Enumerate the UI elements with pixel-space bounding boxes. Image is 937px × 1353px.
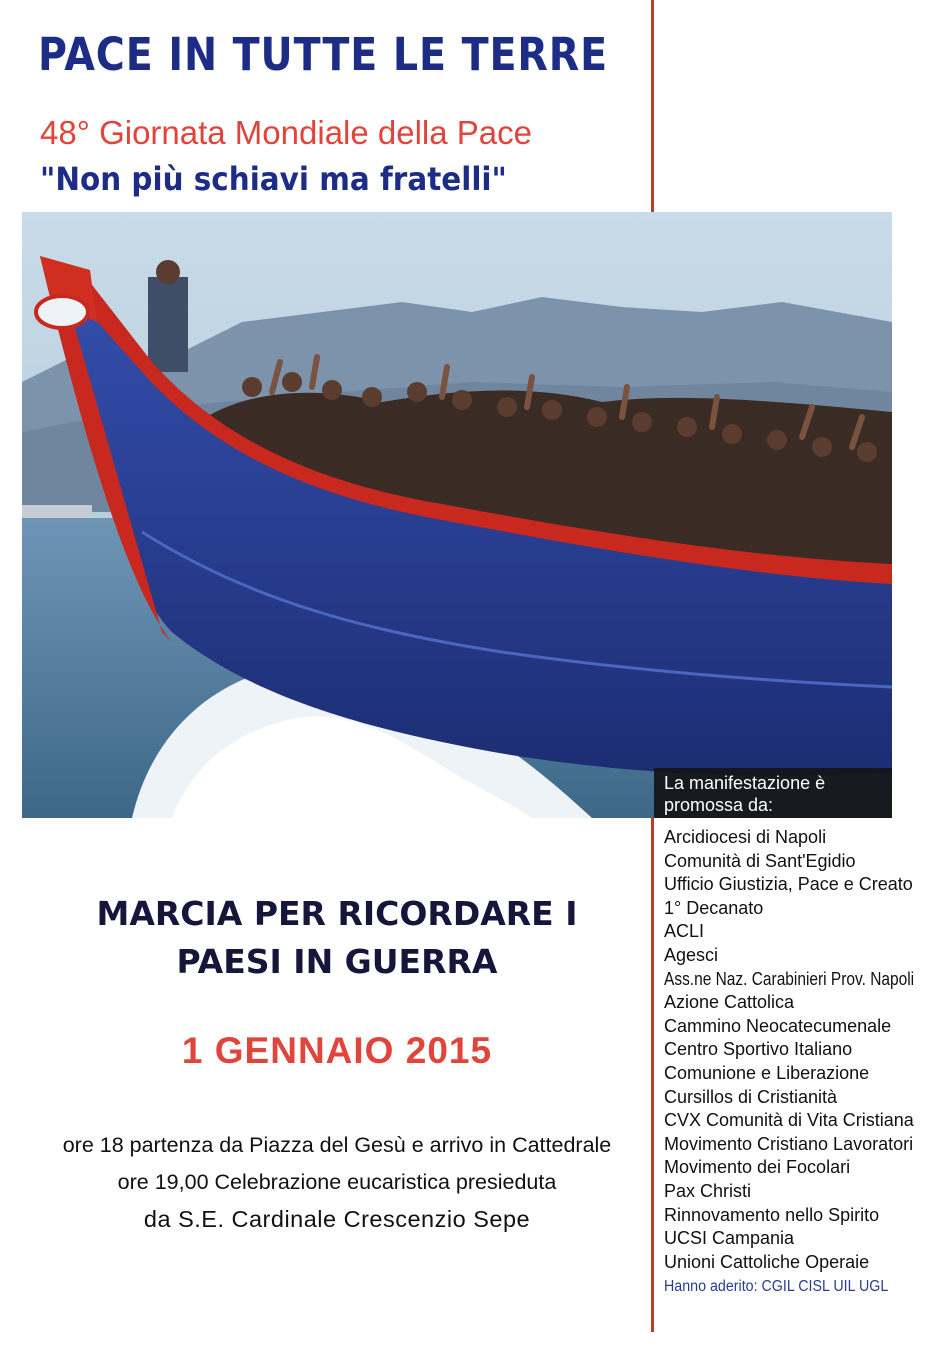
march-heading-line-2: PAESI IN GUERRA <box>176 942 498 981</box>
org-item: Pax Christi <box>664 1180 752 1201</box>
promo-line-1: La manifestazione è <box>664 773 826 793</box>
organizations-list <box>664 826 930 1299</box>
org-item: 1° Decanato <box>664 897 764 918</box>
march-heading <box>22 890 652 986</box>
org-item: Agesci <box>664 944 719 965</box>
org-item: Movimento dei Focolari <box>664 1157 851 1178</box>
org-item: Arcidiocesi di Napoli <box>664 827 827 847</box>
org-item: Unioni Cattoliche Operaie <box>664 1251 870 1272</box>
org-item: Ass.ne Naz. Carabinieri Prov. Napoli <box>664 968 915 989</box>
poster-title: PACE IN TUTTE LE TERRE <box>38 28 609 81</box>
event-subtitle: 48° Giornata Mondiale della Pace <box>40 114 533 151</box>
org-item: Comunione e Liberazione <box>664 1062 870 1083</box>
event-date: 1 GENNAIO 2015 <box>181 1030 493 1071</box>
detail-line-3: da S.E. Cardinale Crescenzio Sepe <box>143 1206 531 1232</box>
detail-line-2: ore 19,00 Celebrazione eucaristica presieduta <box>117 1170 557 1194</box>
promo-line-2: promossa da: <box>664 795 774 815</box>
org-item: UCSI Campania <box>664 1228 795 1249</box>
event-motto: "Non più schiavi ma fratelli" <box>40 160 507 198</box>
org-item: Rinnovamento nello Spirito <box>664 1204 880 1225</box>
org-item: Movimento Cristiano Lavoratori <box>664 1133 914 1154</box>
org-item: Ufficio Giustizia, Pace e Creato <box>664 874 913 895</box>
event-details <box>22 1127 652 1238</box>
org-item: Azione Cattolica <box>664 992 795 1013</box>
boat-photo <box>22 212 892 818</box>
org-item: CVX Comunità di Vita Cristiana <box>664 1110 914 1131</box>
org-item: Comunità di Sant'Egidio <box>664 850 856 871</box>
org-item: Centro Sportivo Italiano <box>664 1039 853 1060</box>
supporters-note: Hanno aderito: CGIL CISL UIL UGL <box>664 1278 889 1296</box>
detail-line-1: ore 18 partenza da Piazza del Gesù e arrivo in Cattedrale <box>62 1133 612 1157</box>
promoter-caption-box <box>654 768 892 818</box>
org-item: ACLI <box>664 921 705 942</box>
org-item: Cammino Neocatecumenale <box>664 1015 892 1036</box>
march-heading-line-1: MARCIA PER RICORDARE I <box>96 894 578 933</box>
org-item: Cursillos di Cristianità <box>664 1086 838 1107</box>
